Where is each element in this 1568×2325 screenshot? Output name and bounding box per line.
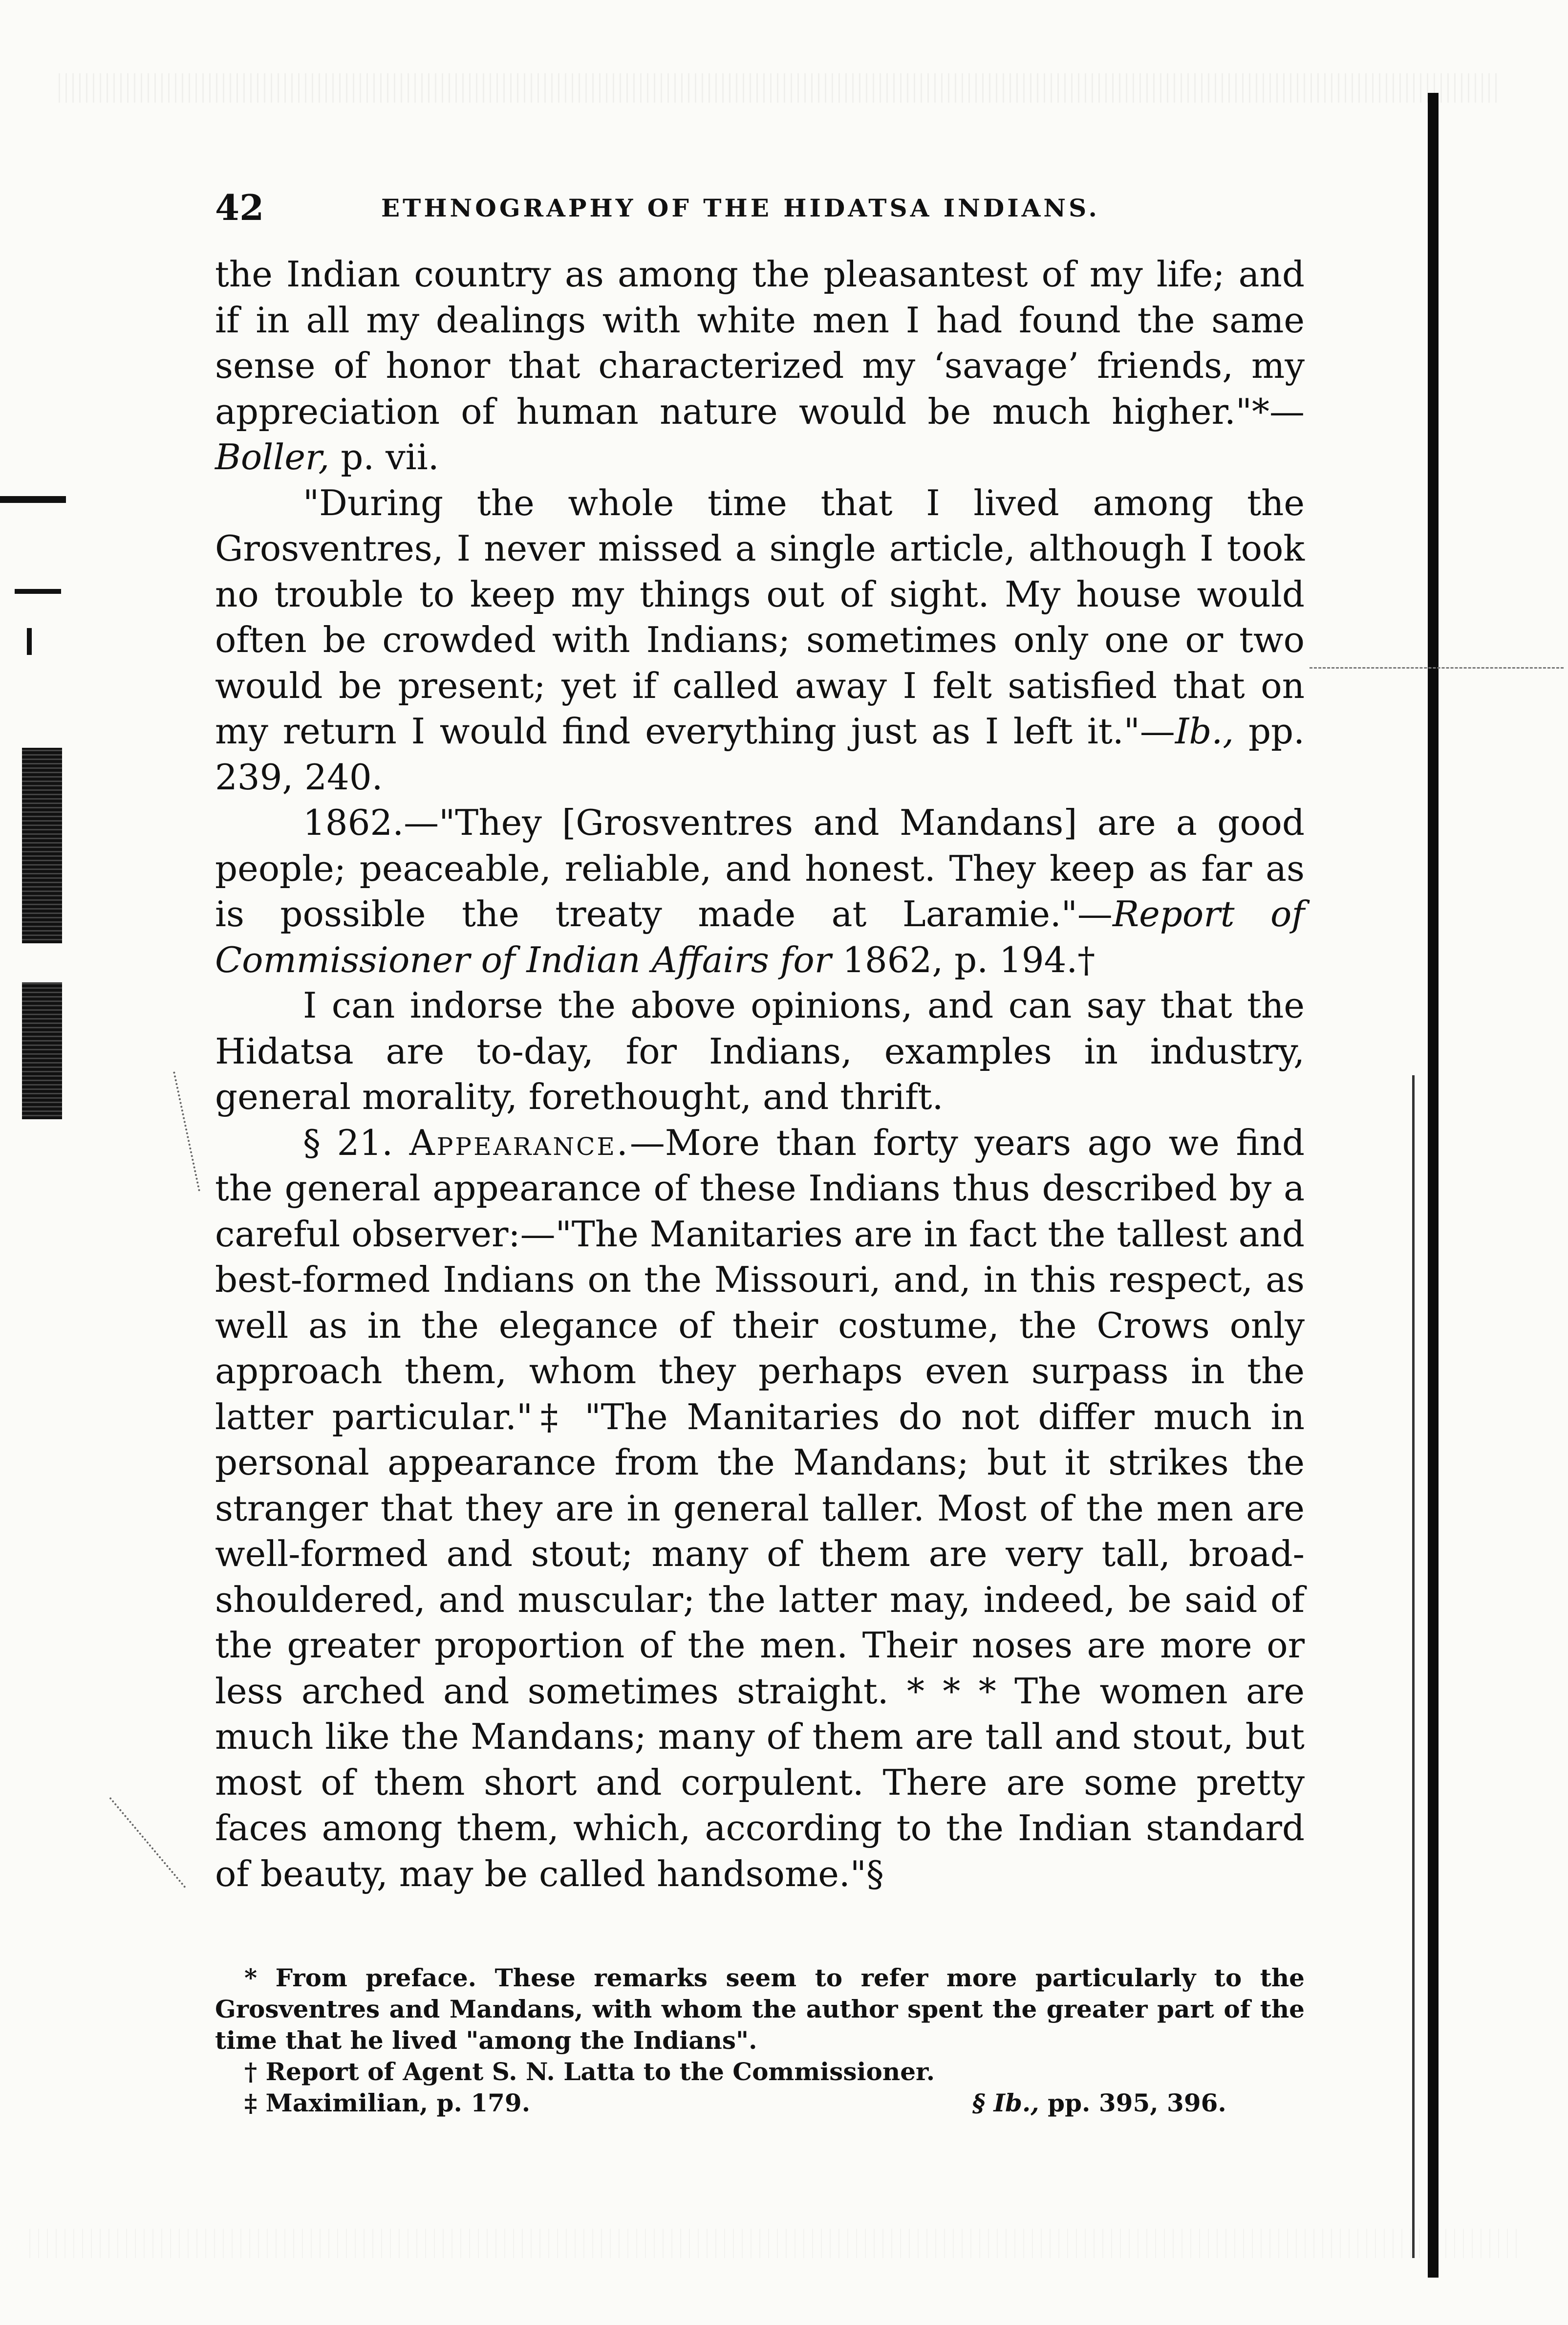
paragraph: I can indorse the above opinions, and can say that the Hidatsa are to-day, for Indians, examples in industry, general morality, forethought, and thrift.: [215, 985, 1305, 1117]
scan-mark: [22, 748, 62, 943]
scan-mark: [15, 589, 61, 594]
scan-noise-bottom: [29, 2229, 1520, 2258]
scan-noise-top: [59, 73, 1500, 103]
footnote: * From preface. These remarks seem to refer more particularly to the Grosventres and Mandans, with whom the author spent the greater part of the time that he lived "among the Indians".: [215, 1963, 1305, 2055]
footnote: § Ib., pp. 395, 396.: [972, 2088, 1226, 2117]
margin-pencil-mark: [109, 1797, 186, 1888]
binding-shadow: [1412, 1075, 1415, 2258]
footnote-row: [215, 2087, 1305, 2119]
paragraph: "During the whole time that I lived among the Grosventres, I never missed a single article, although I took no trouble to keep my things out of sight. My house would often be crowded with Indians; sometimes only one or two would be present; yet if called away I felt satisfied that on my return I would find everything just as I left it."—Ib., pp. 239, 240.: [215, 482, 1305, 798]
section-heading: Appearance.: [409, 1122, 630, 1163]
footnote: † Report of Agent S. N. Latta to the Commissioner.: [244, 2057, 935, 2086]
running-head: [215, 187, 1280, 226]
scan-mark: [22, 982, 62, 1119]
citation: Report of Commissioner of Indian Affairs for: [215, 893, 1305, 980]
scan-mark: [0, 496, 66, 503]
margin-pencil-mark: [173, 1071, 200, 1191]
citation: Boller,: [215, 436, 330, 478]
footnotes: [215, 1962, 1305, 2119]
footnote: ‡ Maximilian, p. 179.: [244, 2088, 531, 2117]
running-title: ETHNOGRAPHY OF THE HIDATSA INDIANS.: [381, 194, 1100, 222]
body-text: [215, 252, 1305, 1897]
page-number: 42: [215, 187, 264, 228]
scan-mark: [27, 628, 32, 655]
paragraph: § 21. Appearance.—More than forty years ago we find the general appearance of these Indians thus described by a careful observer:—"The Manitaries are in fact the tallest and best-formed Indians on the Missouri, and, in this respect, as well as in the elegance of their costume, the Crows only approach them, whom they perhaps even surpass in the latter particular."‡ "The Manitaries do not differ much in personal appearance from the Mandans; but it strikes the stranger that they are in general taller. Most of the men are well-formed and stout; many of them are very tall, broad-shouldered, and muscular; the latter may, indeed, be said of the greater proportion of the men. Their noses are more or less arched and sometimes straight. * * * The women are much like the Mandans; many of them are tall and stout, but most of them short and corpulent. There are some pretty faces among them, which, according to the Indian standard of beauty, may be called handsome."§: [215, 1122, 1305, 1894]
paragraph: the Indian country as among the pleasantest of my life; and if in all my dealings with white men I had found the same sense of honor that characterized my ‘savage’ friends, my appreciation of human nature would be much higher."*—Boller, p. vii.: [215, 254, 1305, 478]
paragraph: 1862.—"They [Grosventres and Mandans] are a good people; peaceable, reliable, and honest. They keep as far as is possible the treaty made at Laramie."—Report of Commissioner of Indian Affairs for 1862, p. 194.†: [215, 802, 1305, 980]
margin-dash: [1310, 667, 1564, 669]
binding-edge: [1428, 93, 1439, 2278]
section-number: § 21.: [303, 1122, 393, 1163]
citation: Ib.,: [1175, 711, 1234, 752]
